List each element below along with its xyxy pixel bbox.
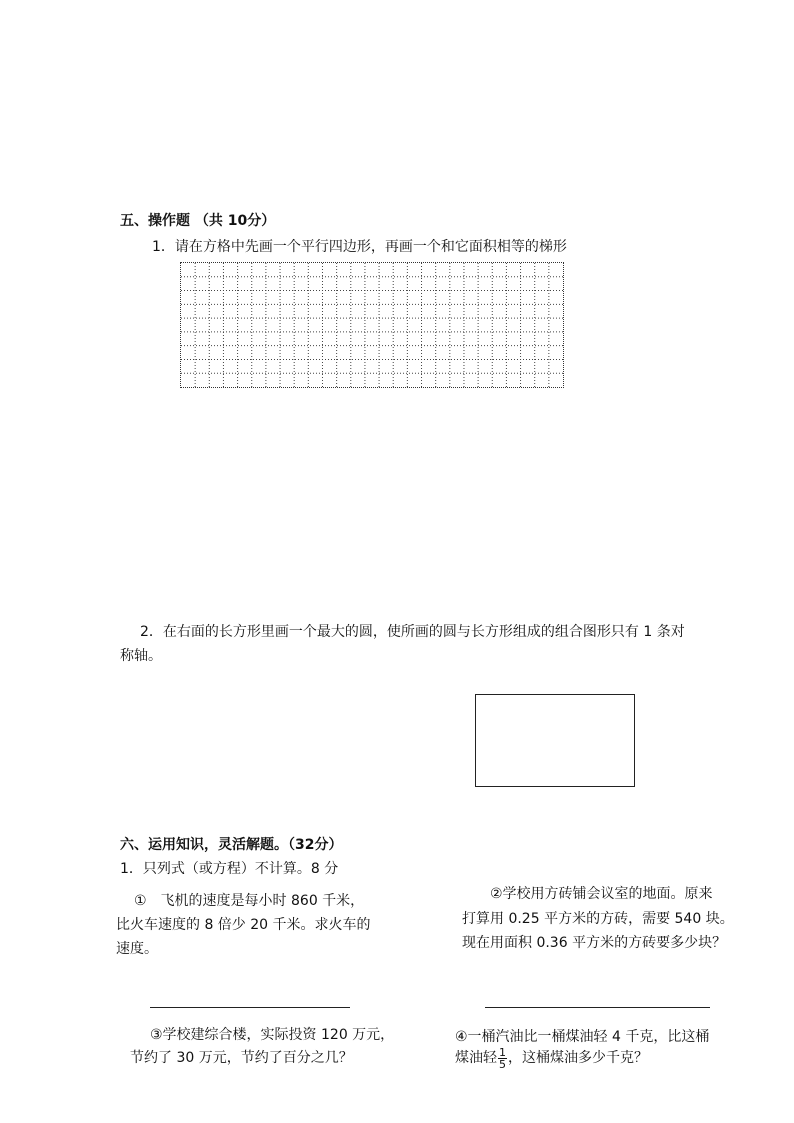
section6-sub1: 1．只列式（或方程）不计算。8 分: [120, 861, 339, 877]
fraction-numerator: 1: [499, 1045, 506, 1059]
problem4-line2: [455, 1046, 648, 1070]
problem1-line3: 速度。: [116, 941, 158, 957]
problem4-text-b: ，这桶煤油多少千克？: [508, 1050, 648, 1066]
problem2-line2: 打算用 0.25 平方米的方砖，需要 540 块。: [462, 911, 734, 927]
problem1-line1: ① 飞机的速度是每小时 860 千米，: [134, 893, 365, 909]
section5-heading: [120, 210, 275, 230]
drawing-grid[interactable]: [180, 262, 564, 388]
problem1-line2: 比火车速度的 8 倍少 20 千米。求火车的: [116, 917, 371, 933]
answer-line-1: [150, 1007, 350, 1008]
q2-text-line1: 2．在右面的长方形里画一个最大的圆，使所画的圆与长方形组成的组合图形只有 1 条对: [140, 624, 685, 640]
grid-lines: [181, 263, 563, 387]
problem4-text-a: 煤油轻: [455, 1050, 497, 1066]
problem2-line1: ②学校用方砖铺会议室的地面。原来: [490, 886, 713, 902]
fraction-denominator: 5: [499, 1057, 506, 1071]
section5-score: （共 10分）: [194, 213, 276, 229]
section6-title: 六、运用知识，灵活解题。（32分）: [120, 837, 343, 853]
problem3-line2: 节约了 30 万元，节约了百分之几？: [130, 1050, 353, 1066]
section5-title: 五、操作题: [120, 213, 190, 229]
rectangle-figure[interactable]: [475, 694, 635, 787]
problem3-line1: ③学校建综合楼，实际投资 120 万元，: [150, 1027, 395, 1043]
q2-text-line2: 称轴。: [120, 648, 162, 664]
problem4-line1: ④一桶汽油比一桶煤油轻 4 千克，比这桶: [455, 1029, 710, 1045]
answer-line-2: [485, 1007, 710, 1008]
q1-text: 1．请在方格中先画一个平行四边形，再画一个和它面积相等的梯形: [152, 239, 567, 255]
fraction: [498, 1047, 507, 1070]
problem2-line3: 现在用面积 0.36 平方米的方砖要多少块？: [462, 935, 727, 951]
